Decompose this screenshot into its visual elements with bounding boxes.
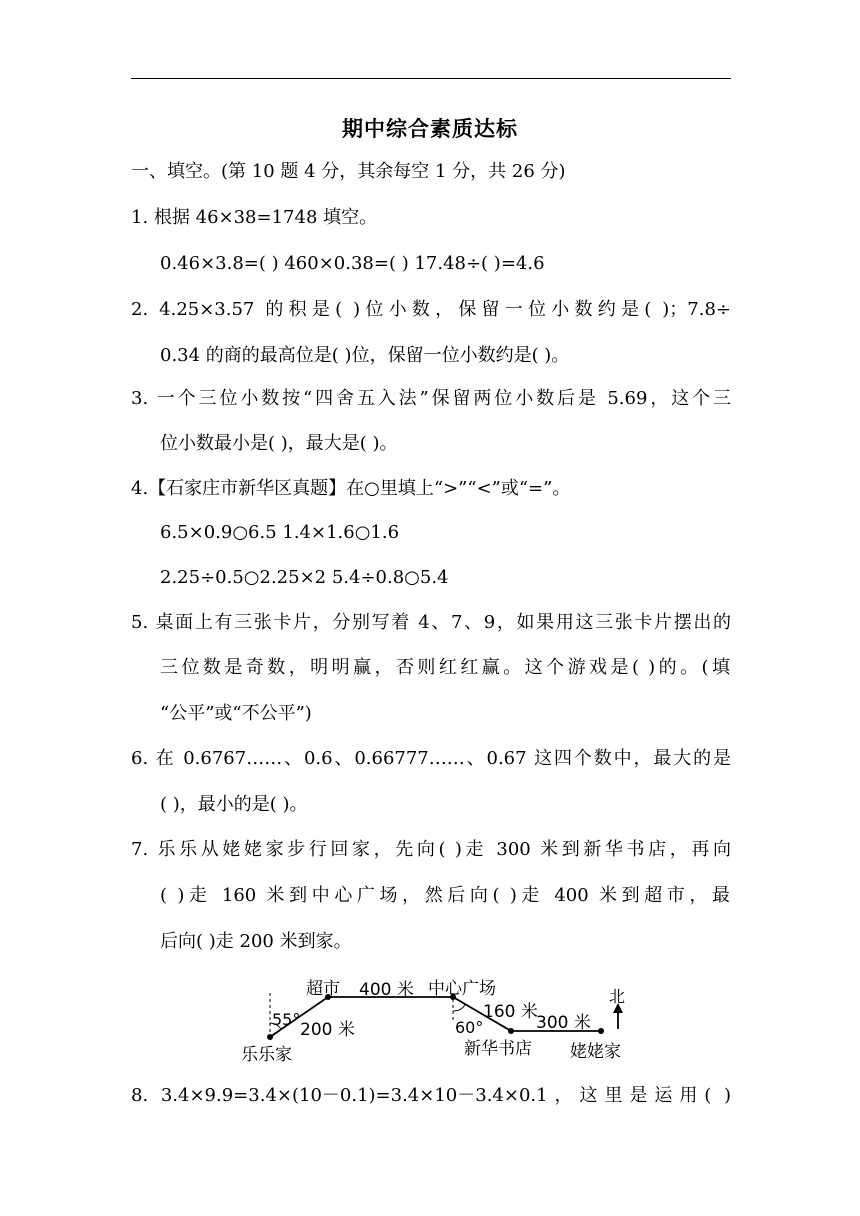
question-4-line-2: 6.5×0.9○6.5 1.4×1.6○1.6 xyxy=(160,522,400,543)
question-4-line-3: 2.25÷0.5○2.25×2 5.4÷0.8○5.4 xyxy=(160,567,449,588)
label-distance-200: 200 米 xyxy=(300,1020,355,1040)
route-map-diagram xyxy=(236,973,636,1068)
label-supermarket: 超市 xyxy=(306,979,340,999)
question-5-line-2: 三位数是奇数，明明赢，否则红红赢。这个游戏是( )的。(填 xyxy=(160,657,730,678)
question-3-line-1: 3. 一个三位小数按“四舍五入法”保留两位小数后是 5.69，这个三 xyxy=(131,388,731,409)
label-north: 北 xyxy=(609,987,626,1006)
question-1-blanks: 0.46×3.8=( ) 460×0.38=( ) 17.48÷( )=4.6 xyxy=(160,253,545,274)
question-1-stem: 1. 根据 46×38=1748 填空。 xyxy=(131,207,378,228)
label-angle-60: 60° xyxy=(455,1018,484,1037)
point-grandma xyxy=(598,1028,604,1034)
label-angle-55: 55° xyxy=(272,1010,301,1029)
point-home xyxy=(267,1034,273,1040)
label-bookstore: 新华书店 xyxy=(464,1039,532,1059)
question-3-line-2: 位小数最小是( )，最大是( )。 xyxy=(160,433,398,454)
question-2-line-2: 0.34 的商的最高位是( )位，保留一位小数约是( )。 xyxy=(160,345,570,366)
point-bookstore xyxy=(508,1028,514,1034)
question-2-line-1: 2. 4.25×3.57 的积是( )位小数，保留一位小数约是( )；7.8÷ xyxy=(131,299,731,320)
label-distance-400: 400 米 xyxy=(359,980,414,1000)
question-4-line-1: 4.【石家庄市新华区真题】在○里填上“>”“<”或“=”。 xyxy=(131,478,571,499)
label-home: 乐乐家 xyxy=(241,1045,292,1065)
page-title: 期中综合素质达标 xyxy=(342,117,518,141)
question-5-line-3: “公平”或“不公平”) xyxy=(160,703,312,724)
label-distance-300: 300 米 xyxy=(536,1013,591,1033)
question-7-line-3: 后向( )走 200 米到家。 xyxy=(160,931,352,952)
question-6-line-2: ( )，最小的是( )。 xyxy=(160,794,308,815)
header-rule xyxy=(131,78,731,79)
label-distance-160: 160 米 xyxy=(483,1002,538,1022)
label-plaza: 中心广场 xyxy=(428,979,496,999)
question-8-line-1: 8. 3.4×9.9=3.4×(10－0.1)=3.4×10－3.4×0.1，这里是运用( ) xyxy=(131,1085,731,1106)
angle-arc-60 xyxy=(453,1005,465,1011)
question-6-line-1: 6. 在 0.6767……、0.6、0.66777……、0.67 这四个数中，最大的是 xyxy=(131,748,731,769)
question-5-line-1: 5. 桌面上有三张卡片，分别写着 4、7、9，如果用这三张卡片摆出的 xyxy=(131,612,731,633)
section-heading: 一、填空。(第 10 题 4 分，其余每空 1 分，共 26 分) xyxy=(131,161,566,182)
label-grandma: 姥姥家 xyxy=(570,1042,621,1062)
question-7-line-2: ( )走 160 米到中心广场，然后向( )走 400 米到超市，最 xyxy=(160,885,730,906)
question-7-line-1: 7. 乐乐从姥姥家步行回家，先向( )走 300 米到新华书店，再向 xyxy=(131,839,731,860)
